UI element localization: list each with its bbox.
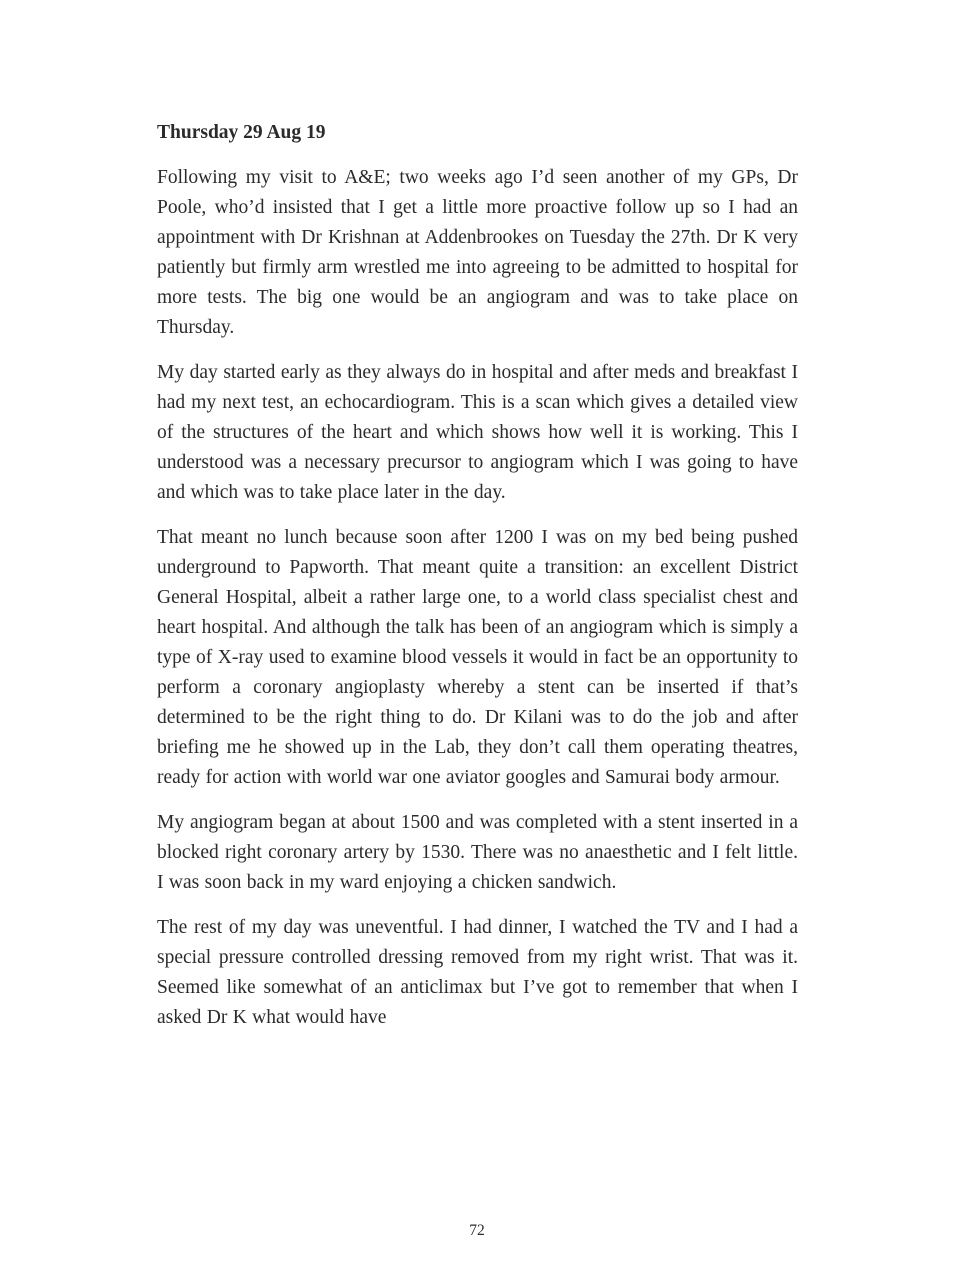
paragraph: Following my visit to A&E; two weeks ago I’d seen another of my GPs, Dr Poole, who’d insisted that I get a little more proactive follow up so I had an appointment with Dr Krishnan at Addenbrookes on Tuesday the 27th. Dr K very patiently but firmly arm wrestled me into agreeing to be admitted to hospital for more tests. The big one would be an angiogram and was to take place on Thursday. xyxy=(157,167,798,338)
page-number: 72 xyxy=(469,1222,485,1239)
paragraph: My angiogram began at about 1500 and was completed with a stent inserted in a blocked right coronary artery by 1530. There was no anaesthetic and I felt little. I was soon back in my ward enjoying a chicken sandwich. xyxy=(157,812,798,893)
paragraph: The rest of my day was uneventful. I had dinner, I watched the TV and I had a special pressure controlled dressing removed from my right wrist. That was it. Seemed like somewhat of an anticlimax but I’ve got to remember that when I asked Dr K what would have xyxy=(157,917,798,1028)
page-content xyxy=(157,118,798,1033)
entry-heading: Thursday 29 Aug 19 xyxy=(157,122,326,143)
paragraph: That meant no lunch because soon after 1200 I was on my bed being pushed underground to Papworth. That meant quite a transition: an excellent District General Hospital, albeit a rather large one, to a world class specialist chest and heart hospital. And although the talk has been of an angiogram which is simply a type of X-ray used to examine blood vessels it would in fact be an opportunity to perform a coronary angioplasty whereby a stent can be inserted if that’s determined to be the right thing to do. Dr Kilani was to do the job and after briefing me he showed up in the Lab, they don’t call them operating theatres, ready for action with world war one aviator googles and Samurai body armour. xyxy=(157,527,798,788)
paragraph: My day started early as they always do in hospital and after meds and breakfast I had my next test, an echocardiogram. This is a scan which gives a detailed view of the structures of the heart and which shows how well it is working. This I understood was a necessary precursor to angiogram which I was going to have and which was to take place later in the day. xyxy=(157,362,798,503)
